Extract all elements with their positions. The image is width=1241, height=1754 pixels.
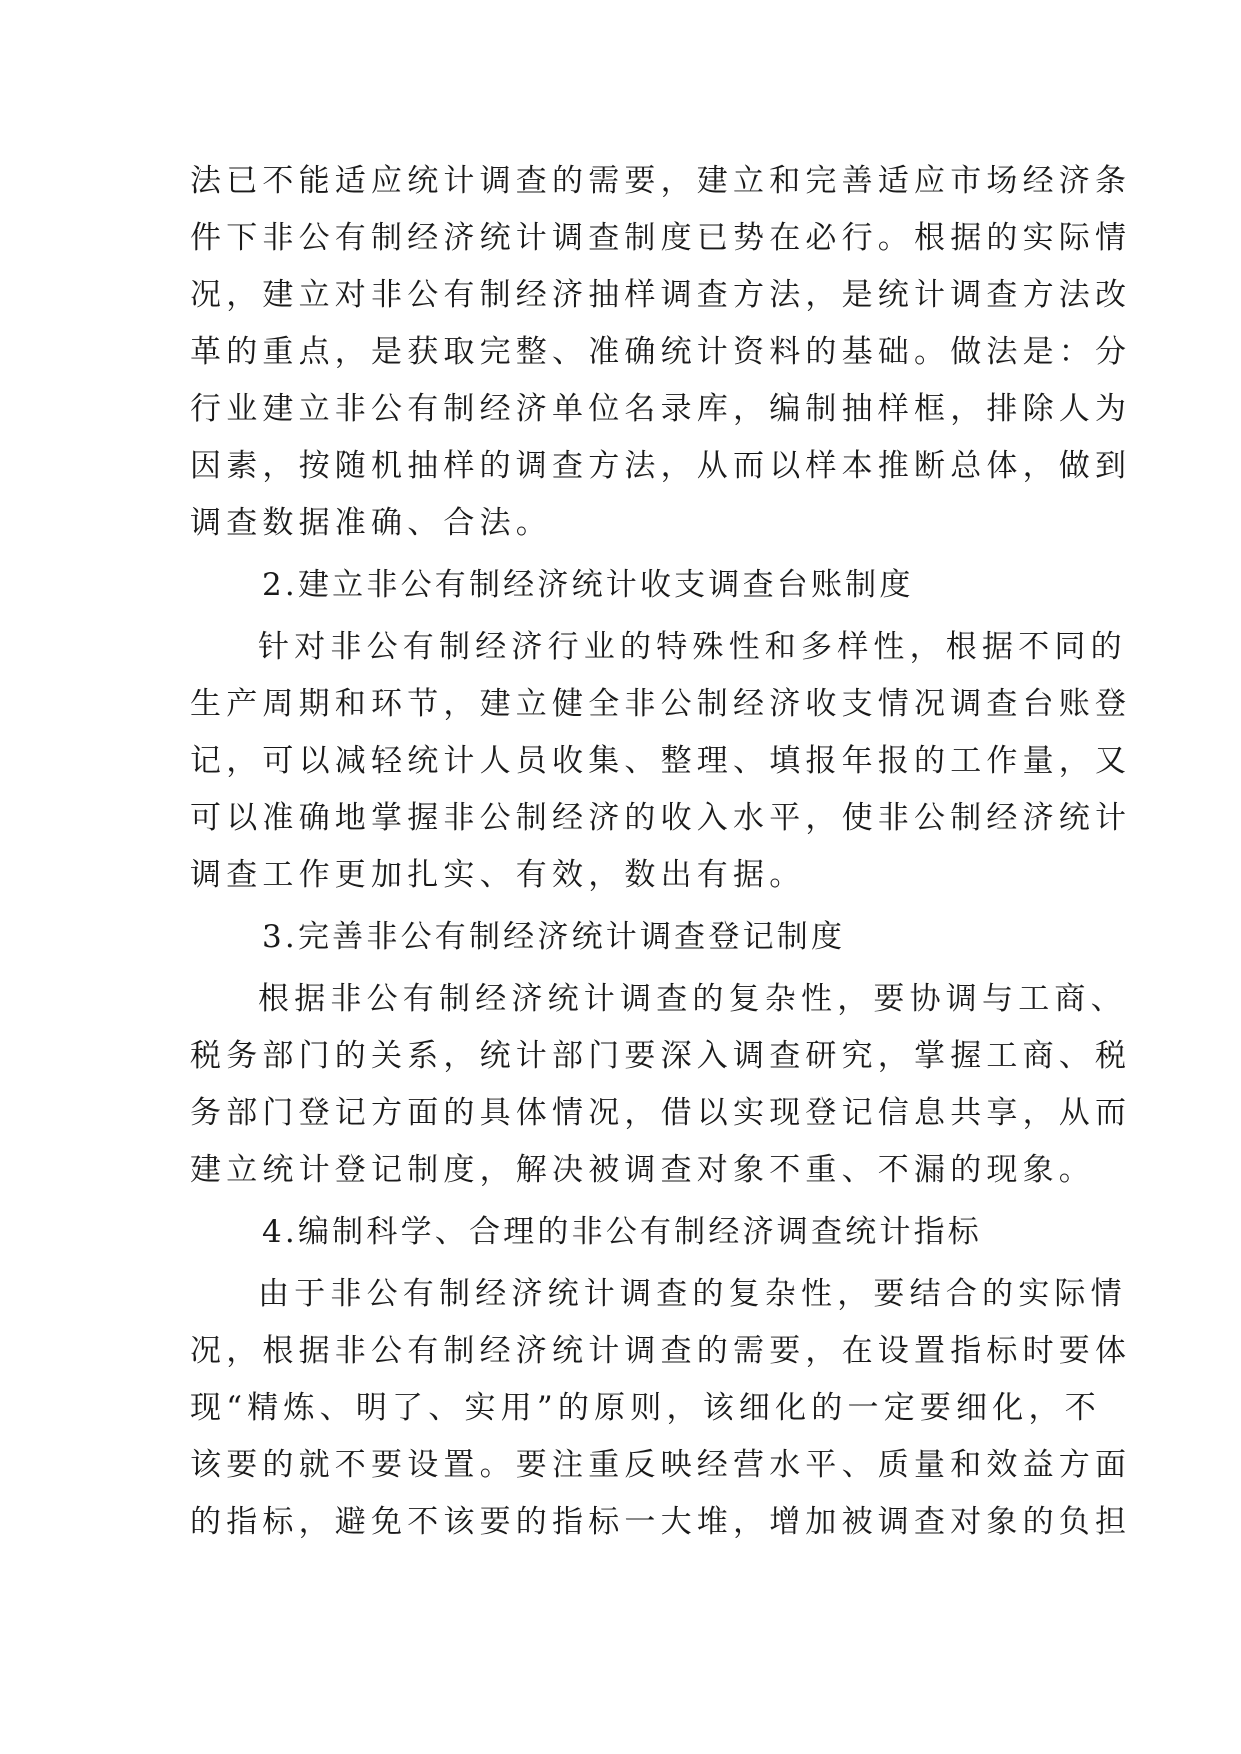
- section-heading-4: 4.编制科学、合理的非公有制经济调查统计指标: [262, 1214, 982, 1250]
- body-line: 税务部门的关系，统计部门要深入调查研究，掌握工商、税: [190, 1038, 1132, 1074]
- body-line: 现“精炼、明了、实用”的原则，该细化的一定要细化，不: [190, 1390, 1101, 1426]
- body-line: 务部门登记方面的具体情况，借以实现登记信息共享，从而: [190, 1095, 1132, 1131]
- body-line: 建立统计登记制度，解决被调查对象不重、不漏的现象。: [190, 1152, 1095, 1188]
- body-line: 记，可以减轻统计人员收集、整理、填报年报的工作量，又: [190, 743, 1132, 779]
- section-heading-3: 3.完善非公有制经济统计调查登记制度: [262, 919, 846, 955]
- body-line: 的指标，避免不该要的指标一大堆，增加被调查对象的负担: [190, 1504, 1132, 1540]
- body-line: 况，建立对非公有制经济抽样调查方法，是统计调查方法改: [190, 277, 1132, 313]
- body-line: 件下非公有制经济统计调查制度已势在必行。根据的实际情: [190, 220, 1132, 256]
- body-line: 该要的就不要设置。要注重反映经营水平、质量和效益方面: [190, 1447, 1132, 1483]
- body-line: 根据非公有制经济统计调查的复杂性，要协调与工商、: [258, 981, 1127, 1017]
- body-line: 因素，按随机抽样的调查方法，从而以样本推断总体，做到: [190, 448, 1132, 484]
- body-line: 况，根据非公有制经济统计调查的需要，在设置指标时要体: [190, 1333, 1132, 1369]
- body-line: 行业建立非公有制经济单位名录库，编制抽样框，排除人为: [190, 391, 1132, 427]
- body-line: 针对非公有制经济行业的特殊性和多样性，根据不同的: [258, 629, 1127, 665]
- body-line: 调查工作更加扎实、有效，数出有据。: [190, 857, 806, 893]
- body-line: 由于非公有制经济统计调查的复杂性，要结合的实际情: [258, 1276, 1127, 1312]
- body-line: 生产周期和环节，建立健全非公制经济收支情况调查台账登: [190, 686, 1132, 722]
- section-heading-2: 2.建立非公有制经济统计收支调查台账制度: [262, 567, 914, 603]
- body-line: 可以准确地掌握非公制经济的收入水平，使非公制经济统计: [190, 800, 1132, 836]
- body-line: 法已不能适应统计调查的需要，建立和完善适应市场经济条: [190, 163, 1132, 199]
- body-line: 革的重点，是获取完整、准确统计资料的基础。做法是：分: [190, 334, 1132, 370]
- body-line: 调查数据准确、合法。: [190, 505, 552, 541]
